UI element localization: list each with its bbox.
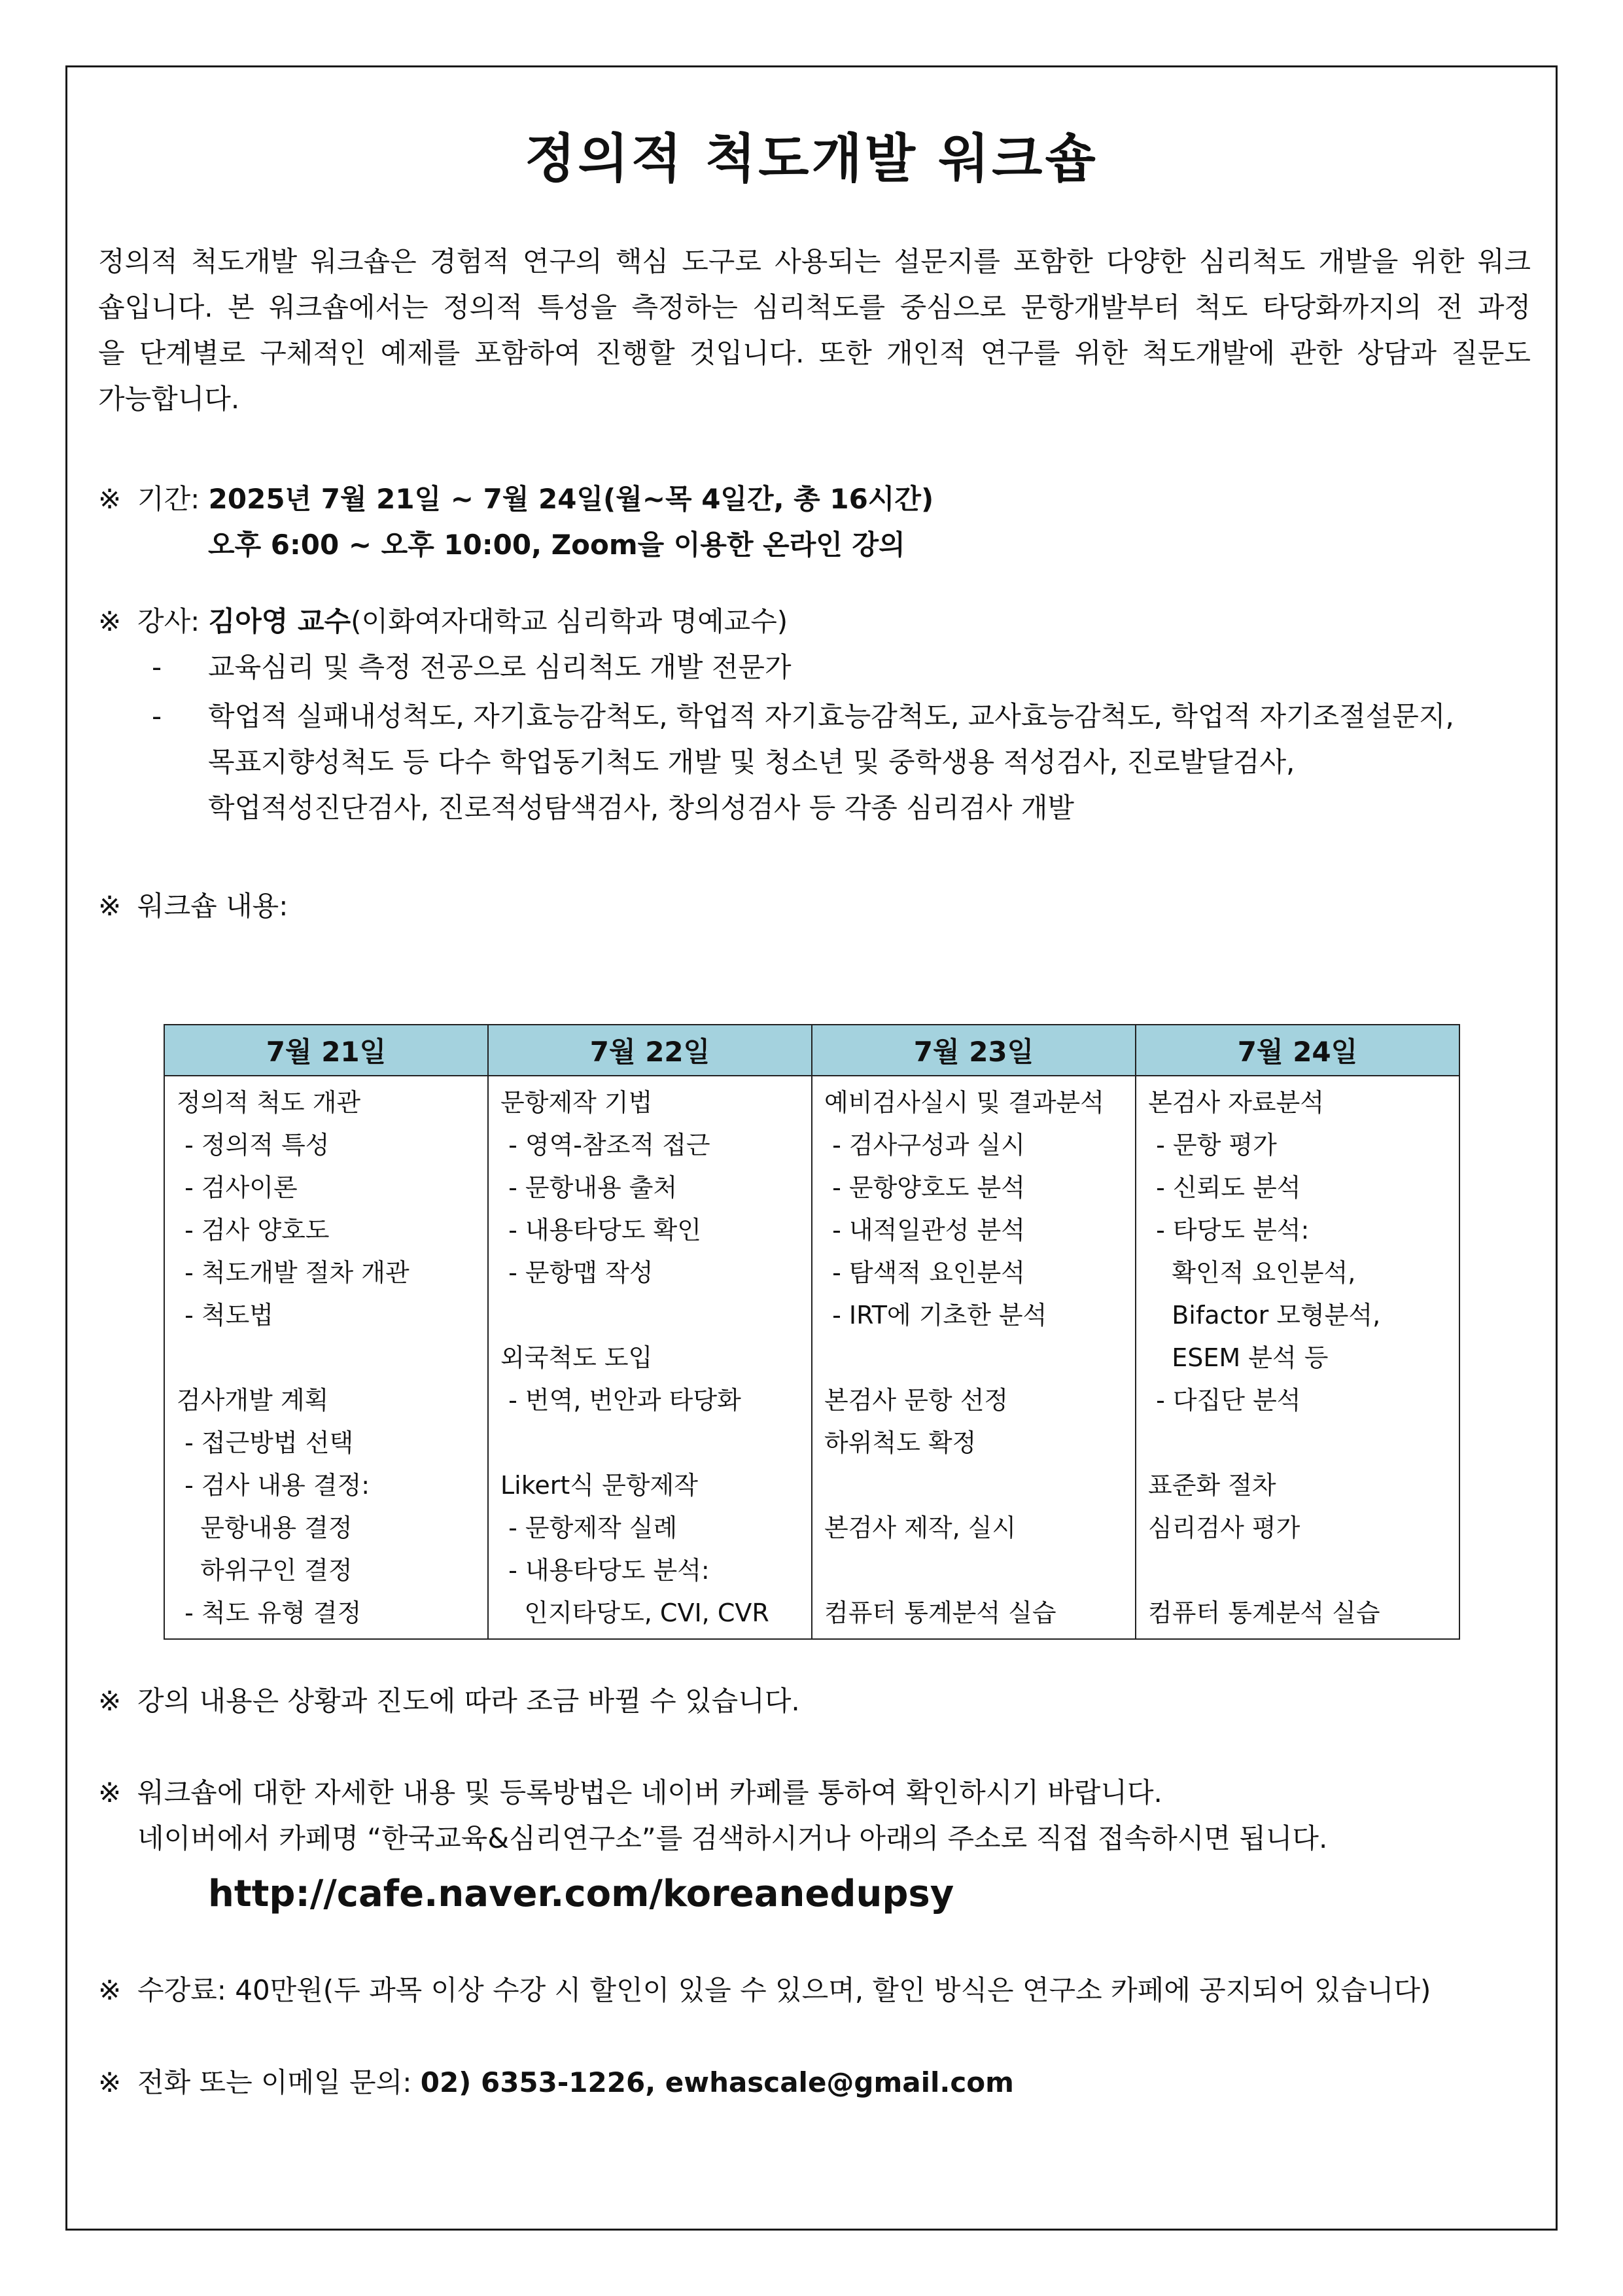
schedule-item: - 검사 내용 결정: bbox=[177, 1471, 370, 1500]
schedule-item: - 접근방법 선택 bbox=[177, 1428, 354, 1457]
instructor-bullet-2-cont2: 학업적성진단검사, 진로적성탐색검사, 창의성검사 등 각종 심리검사 개발 bbox=[208, 792, 1074, 824]
page-title: 정의적 척도개발 워크숍 bbox=[525, 128, 1098, 189]
schedule-item: - 척도개발 절차 개관 bbox=[177, 1258, 410, 1287]
schedule-item: - 내적일관성 분석 bbox=[824, 1216, 1025, 1245]
instructor-bullet-1: 교육심리 및 측정 전공으로 심리척도 개발 전문가 bbox=[208, 651, 792, 683]
schedule-item: - 문항양호도 분석 bbox=[824, 1173, 1025, 1202]
change-note-text: 강의 내용은 상황과 진도에 따라 조금 바뀔 수 있습니다. bbox=[137, 1685, 800, 1717]
day4-content bbox=[1136, 1076, 1459, 1639]
schedule-table bbox=[164, 1024, 1460, 1640]
schedule-item: 컴퓨터 통계분석 실습 bbox=[824, 1598, 1056, 1627]
schedule-item: 인지타당도, CVI, CVR bbox=[500, 1598, 769, 1627]
schedule-item: - 내용타당도 확인 bbox=[500, 1216, 701, 1245]
cafe-note-line2: 네이버에서 카페명 “한국교육&심리연구소”를 검색하시거나 아래의 주소로 직접 접속하시면 됩니다. bbox=[137, 1822, 1328, 1854]
period-time: 오후 6:00 ~ 오후 10:00, Zoom을 이용한 온라인 강의 bbox=[208, 529, 905, 561]
schedule-item bbox=[824, 1549, 1123, 1592]
instructor-label: 강사: bbox=[137, 605, 200, 637]
content-label-line bbox=[98, 883, 288, 929]
bullet-dash: - bbox=[152, 700, 162, 732]
schedule-item: - IRT에 기초한 분석 bbox=[824, 1301, 1047, 1330]
fee-note bbox=[98, 1968, 1431, 2013]
reference-mark: ※ bbox=[98, 605, 122, 637]
period-label: 기간: bbox=[137, 483, 200, 515]
schedule-item: 확인적 요인분석, bbox=[1148, 1258, 1356, 1287]
instructor-line bbox=[98, 599, 788, 645]
cafe-url-link[interactable]: http://cafe.naver.com/koreanedupsy bbox=[208, 1873, 954, 1915]
schedule-item bbox=[177, 1337, 476, 1379]
day3-content bbox=[812, 1076, 1136, 1639]
cafe-note-text: 워크숍에 대한 자세한 내용 및 등록방법은 네이버 카페를 통하여 확인하시기 바랍니다. bbox=[137, 1776, 1162, 1809]
content-label: 워크숍 내용: bbox=[137, 890, 288, 922]
schedule-body-row bbox=[164, 1076, 1459, 1639]
schedule-item: 외국척도 도입 bbox=[500, 1343, 653, 1372]
contact-note bbox=[98, 2060, 1014, 2106]
schedule-item: - 문항내용 출처 bbox=[500, 1173, 678, 1202]
reference-mark: ※ bbox=[98, 890, 122, 922]
instructor-affiliation: (이화여자대학교 심리학과 명예교수) bbox=[351, 605, 788, 637]
schedule-item: 심리검사 평가 bbox=[1148, 1513, 1300, 1542]
day2-header: 7월 22일 bbox=[488, 1025, 812, 1076]
schedule-item: 검사개발 계획 bbox=[177, 1386, 329, 1415]
contact-value[interactable]: 02) 6353-1226, ewhascale@gmail.com bbox=[420, 2066, 1014, 2098]
schedule-item: 예비검사실시 및 결과분석 bbox=[824, 1088, 1104, 1117]
schedule-item: - 척도법 bbox=[177, 1301, 273, 1330]
schedule-item: - 영역-참조적 접근 bbox=[500, 1131, 710, 1159]
schedule-item: 컴퓨터 통계분석 실습 bbox=[1148, 1598, 1380, 1627]
schedule-item: - 번역, 번안과 타당화 bbox=[500, 1386, 741, 1415]
schedule-item: 하위척도 확정 bbox=[824, 1428, 977, 1457]
schedule-item: 하위구인 결정 bbox=[177, 1556, 353, 1585]
reference-mark: ※ bbox=[98, 1776, 122, 1809]
period-line bbox=[98, 476, 934, 522]
schedule-item bbox=[1148, 1422, 1447, 1464]
contact-label: 전화 또는 이메일 문의: bbox=[137, 2066, 412, 2098]
schedule-item: - 문항맵 작성 bbox=[500, 1258, 654, 1287]
schedule-item: - 탐색적 요인분석 bbox=[824, 1258, 1025, 1287]
schedule-item: 정의적 척도 개관 bbox=[177, 1088, 361, 1117]
day1-content bbox=[164, 1076, 488, 1639]
instructor-bullet-2: 학업적 실패내성척도, 자기효능감척도, 학업적 자기효능감척도, 교사효능감척도, 학업적 자기조절설문지, bbox=[208, 700, 1454, 732]
reference-mark: ※ bbox=[98, 1685, 122, 1717]
schedule-item bbox=[824, 1464, 1123, 1507]
day4-header: 7월 24일 bbox=[1136, 1025, 1459, 1076]
schedule-item: - 정의적 특성 bbox=[177, 1131, 330, 1159]
schedule-item bbox=[824, 1337, 1123, 1379]
schedule-item: 본검사 자료분석 bbox=[1148, 1088, 1325, 1117]
instructor-bullet-2-cont: 목표지향성척도 등 다수 학업동기척도 개발 및 청소년 및 중학생용 적성검사, 진로발달검사, bbox=[208, 746, 1295, 778]
schedule-item: 문항내용 결정 bbox=[177, 1513, 353, 1542]
schedule-item bbox=[1148, 1549, 1447, 1592]
schedule-item: - 내용타당도 분석: bbox=[500, 1556, 710, 1585]
change-note bbox=[98, 1678, 800, 1724]
schedule-item: 본검사 문항 선정 bbox=[824, 1386, 1009, 1415]
period-value: 2025년 7월 21일 ~ 7월 24일(월~목 4일간, 총 16시간) bbox=[208, 483, 934, 515]
bullet-dash: - bbox=[152, 651, 162, 683]
day3-header: 7월 23일 bbox=[812, 1025, 1136, 1076]
schedule-item: - 타당도 분석: bbox=[1148, 1216, 1310, 1245]
schedule-item: - 검사이론 bbox=[177, 1173, 298, 1202]
schedule-item: Bifactor 모형분석, bbox=[1148, 1301, 1381, 1330]
intro-paragraph: 정의적 척도개발 워크숍은 경험적 연구의 핵심 도구로 사용되는 설문지를 포함한 다양한 심리척도 개발을 위한 워크숍입니다. 본 워크숍에서는 정의적 특성을 측정하는 심리척도를 중심으로 문항개발부터 척도 타당화까지의 전 과정을 단계별로 구체적인 예제를 포함하여 진행할 것입니다. 또한 개인적 연구를 위한 척도개발에 관한 상담과 질문도 가능합니다. bbox=[98, 245, 1531, 415]
schedule-item: ESEM 분석 등 bbox=[1148, 1343, 1329, 1372]
schedule-item: - 검사구성과 실시 bbox=[824, 1131, 1025, 1159]
schedule-item: - 문항제작 실례 bbox=[500, 1513, 678, 1542]
reference-mark: ※ bbox=[98, 483, 122, 515]
schedule-item: 표준화 절차 bbox=[1148, 1471, 1276, 1500]
schedule-item: 본검사 제작, 실시 bbox=[824, 1513, 1017, 1542]
schedule-item: 문항제작 기법 bbox=[500, 1088, 653, 1117]
schedule-item: - 척도 유형 결정 bbox=[177, 1598, 362, 1627]
schedule-header-row bbox=[164, 1025, 1459, 1076]
schedule-item bbox=[500, 1422, 799, 1464]
schedule-item: - 검사 양호도 bbox=[177, 1216, 330, 1245]
day1-header: 7월 21일 bbox=[164, 1025, 488, 1076]
schedule-item bbox=[500, 1294, 799, 1337]
schedule-item: Likert식 문항제작 bbox=[500, 1471, 698, 1500]
day2-content bbox=[488, 1076, 812, 1639]
instructor-name: 김아영 교수 bbox=[208, 605, 351, 637]
schedule-item: - 문항 평가 bbox=[1148, 1131, 1277, 1159]
cafe-note bbox=[98, 1770, 1162, 1816]
reference-mark: ※ bbox=[98, 2066, 122, 2098]
schedule-item: - 신뢰도 분석 bbox=[1148, 1173, 1301, 1202]
schedule-item: - 다집단 분석 bbox=[1148, 1386, 1301, 1415]
fee-note-text: 수강료: 40만원(두 과목 이상 수강 시 할인이 있을 수 있으며, 할인 방식은 연구소 카페에 공지되어 있습니다) bbox=[137, 1974, 1431, 2006]
reference-mark: ※ bbox=[98, 1974, 122, 2006]
